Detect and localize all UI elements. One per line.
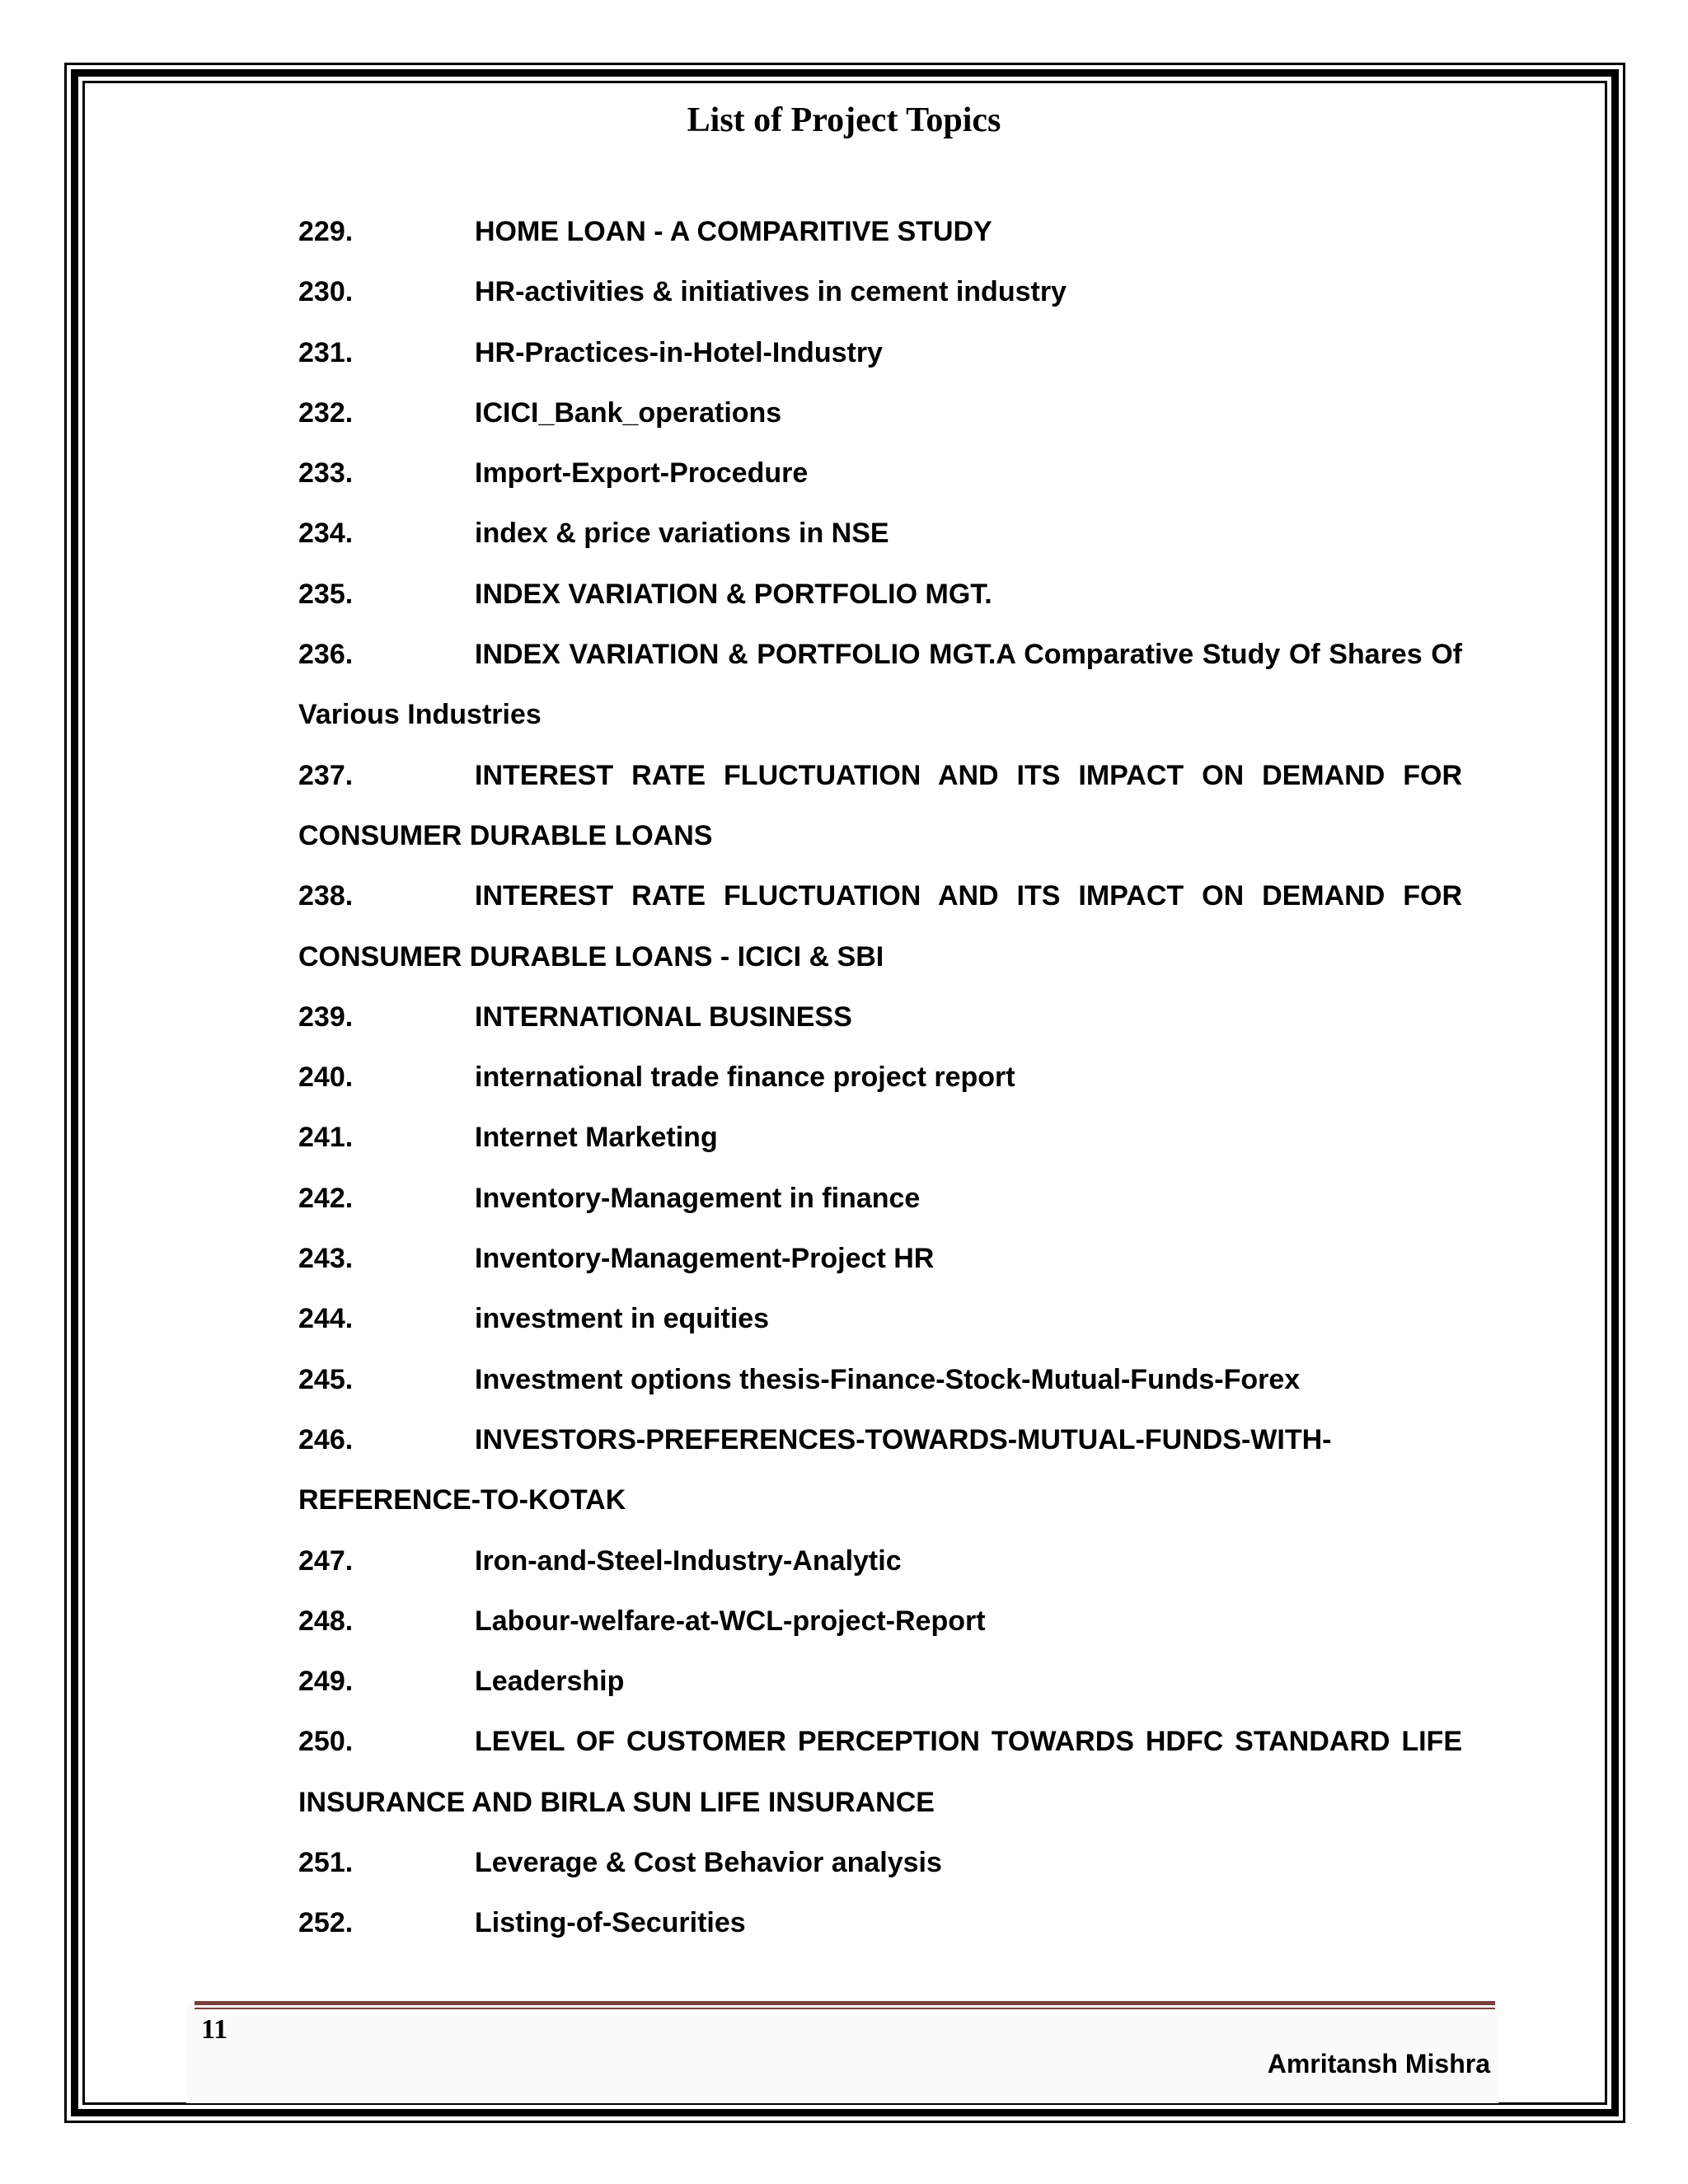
list-item (298, 1833, 1462, 1893)
topic-title: INVESTORS-PREFERENCES-TOWARDS-MUTUAL-FUNDS-WITH-REFERENCE-TO-KOTAK (298, 1423, 1332, 1516)
list-item (298, 565, 1462, 625)
author-name: Amritansh Mishra (1267, 2049, 1490, 2079)
topic-number: 250. (298, 1726, 354, 1758)
topic-number: 245. (298, 1363, 354, 1395)
topic-title: INTEREST RATE FLUCTUATION AND ITS IMPACT ON DEMAND FOR CONSUMER DURABLE LOANS - ICICI & SBI (298, 880, 1462, 972)
topic-title: INDEX VARIATION & PORTFOLIO MGT. (475, 578, 992, 610)
page-number: 11 (201, 2014, 228, 2045)
topic-number: 242. (298, 1182, 354, 1214)
topic-number: 237. (298, 759, 354, 791)
topic-title: Internet Marketing (475, 1122, 718, 1154)
topic-title: index & price variations in NSE (475, 518, 889, 550)
list-item (298, 625, 1462, 746)
topic-title: Leverage & Cost Behavior analysis (475, 1847, 942, 1879)
topic-title: HR-activities & initiatives in cement industry (475, 276, 1067, 308)
list-item (298, 1893, 1462, 1953)
list-item (298, 1531, 1462, 1591)
list-item (298, 443, 1462, 504)
list-item (298, 1350, 1462, 1410)
list-item (298, 746, 1462, 867)
topic-number: 248. (298, 1605, 354, 1637)
list-item (298, 1410, 1462, 1531)
topic-number: 231. (298, 336, 354, 368)
topic-title: INDEX VARIATION & PORTFOLIO MGT.A Comparative Study Of Shares Of Various Industries (298, 639, 1462, 731)
list-item (298, 1289, 1462, 1349)
page-title: List of Project Topics (687, 101, 1001, 139)
topic-title: Leadership (475, 1666, 625, 1698)
topic-number: 239. (298, 1001, 354, 1033)
topic-title: ICICI_Bank_operations (475, 396, 782, 429)
topic-number: 238. (298, 880, 354, 912)
list-item (298, 202, 1462, 262)
topic-number: 240. (298, 1062, 354, 1094)
topic-number: 246. (298, 1423, 354, 1455)
list-item (298, 504, 1462, 564)
topic-title: INTEREST RATE FLUCTUATION AND ITS IMPACT ON DEMAND FOR CONSUMER DURABLE LOANS (298, 759, 1462, 851)
topic-list (298, 202, 1462, 1954)
list-item (298, 262, 1462, 322)
topic-title: Iron-and-Steel-Industry-Analytic (475, 1544, 902, 1577)
topic-title: Inventory-Management in finance (475, 1182, 921, 1214)
topic-title: Inventory-Management-Project HR (475, 1243, 935, 1275)
topic-title: HOME LOAN - A COMPARITIVE STUDY (475, 216, 992, 247)
list-item (298, 383, 1462, 443)
topic-title: INTERNATIONAL BUSINESS (475, 1001, 852, 1033)
topic-number: 247. (298, 1544, 354, 1577)
footer-divider (195, 2001, 1495, 2011)
topic-number: 235. (298, 578, 354, 610)
topic-number: 243. (298, 1243, 354, 1275)
list-item (298, 1047, 1462, 1108)
topic-title: Investment options thesis-Finance-Stock-Mutual-Funds-Forex (475, 1363, 1301, 1395)
list-item (298, 1652, 1462, 1712)
topic-number: 251. (298, 1847, 354, 1879)
topic-title: investment in equities (475, 1303, 770, 1335)
topic-title: HR-Practices-in-Hotel-Industry (475, 336, 883, 368)
topic-number: 236. (298, 639, 354, 671)
list-item (298, 1108, 1462, 1168)
topic-number: 252. (298, 1907, 354, 1939)
topic-title: Import-Export-Procedure (475, 457, 809, 490)
topic-number: 249. (298, 1666, 354, 1698)
topic-number: 229. (298, 216, 354, 247)
topic-number: 244. (298, 1303, 354, 1335)
topic-number: 234. (298, 518, 354, 550)
list-item (298, 987, 1462, 1047)
list-item (298, 1591, 1462, 1652)
list-item (298, 1229, 1462, 1289)
topic-title: LEVEL OF CUSTOMER PERCEPTION TOWARDS HDFC STANDARD LIFE INSURANCE AND BIRLA SUN LIFE INSURANCE (298, 1726, 1462, 1818)
list-item (298, 323, 1462, 383)
topic-title: international trade finance project report (475, 1062, 1015, 1094)
topic-title: Labour-welfare-at-WCL-project-Report (475, 1605, 986, 1637)
list-item (298, 866, 1462, 987)
topic-number: 241. (298, 1122, 354, 1154)
list-item (298, 1169, 1462, 1229)
topic-number: 233. (298, 457, 354, 490)
topic-title: Listing-of-Securities (475, 1907, 746, 1939)
topic-number: 232. (298, 396, 354, 429)
topic-number: 230. (298, 276, 354, 308)
list-item (298, 1712, 1462, 1833)
